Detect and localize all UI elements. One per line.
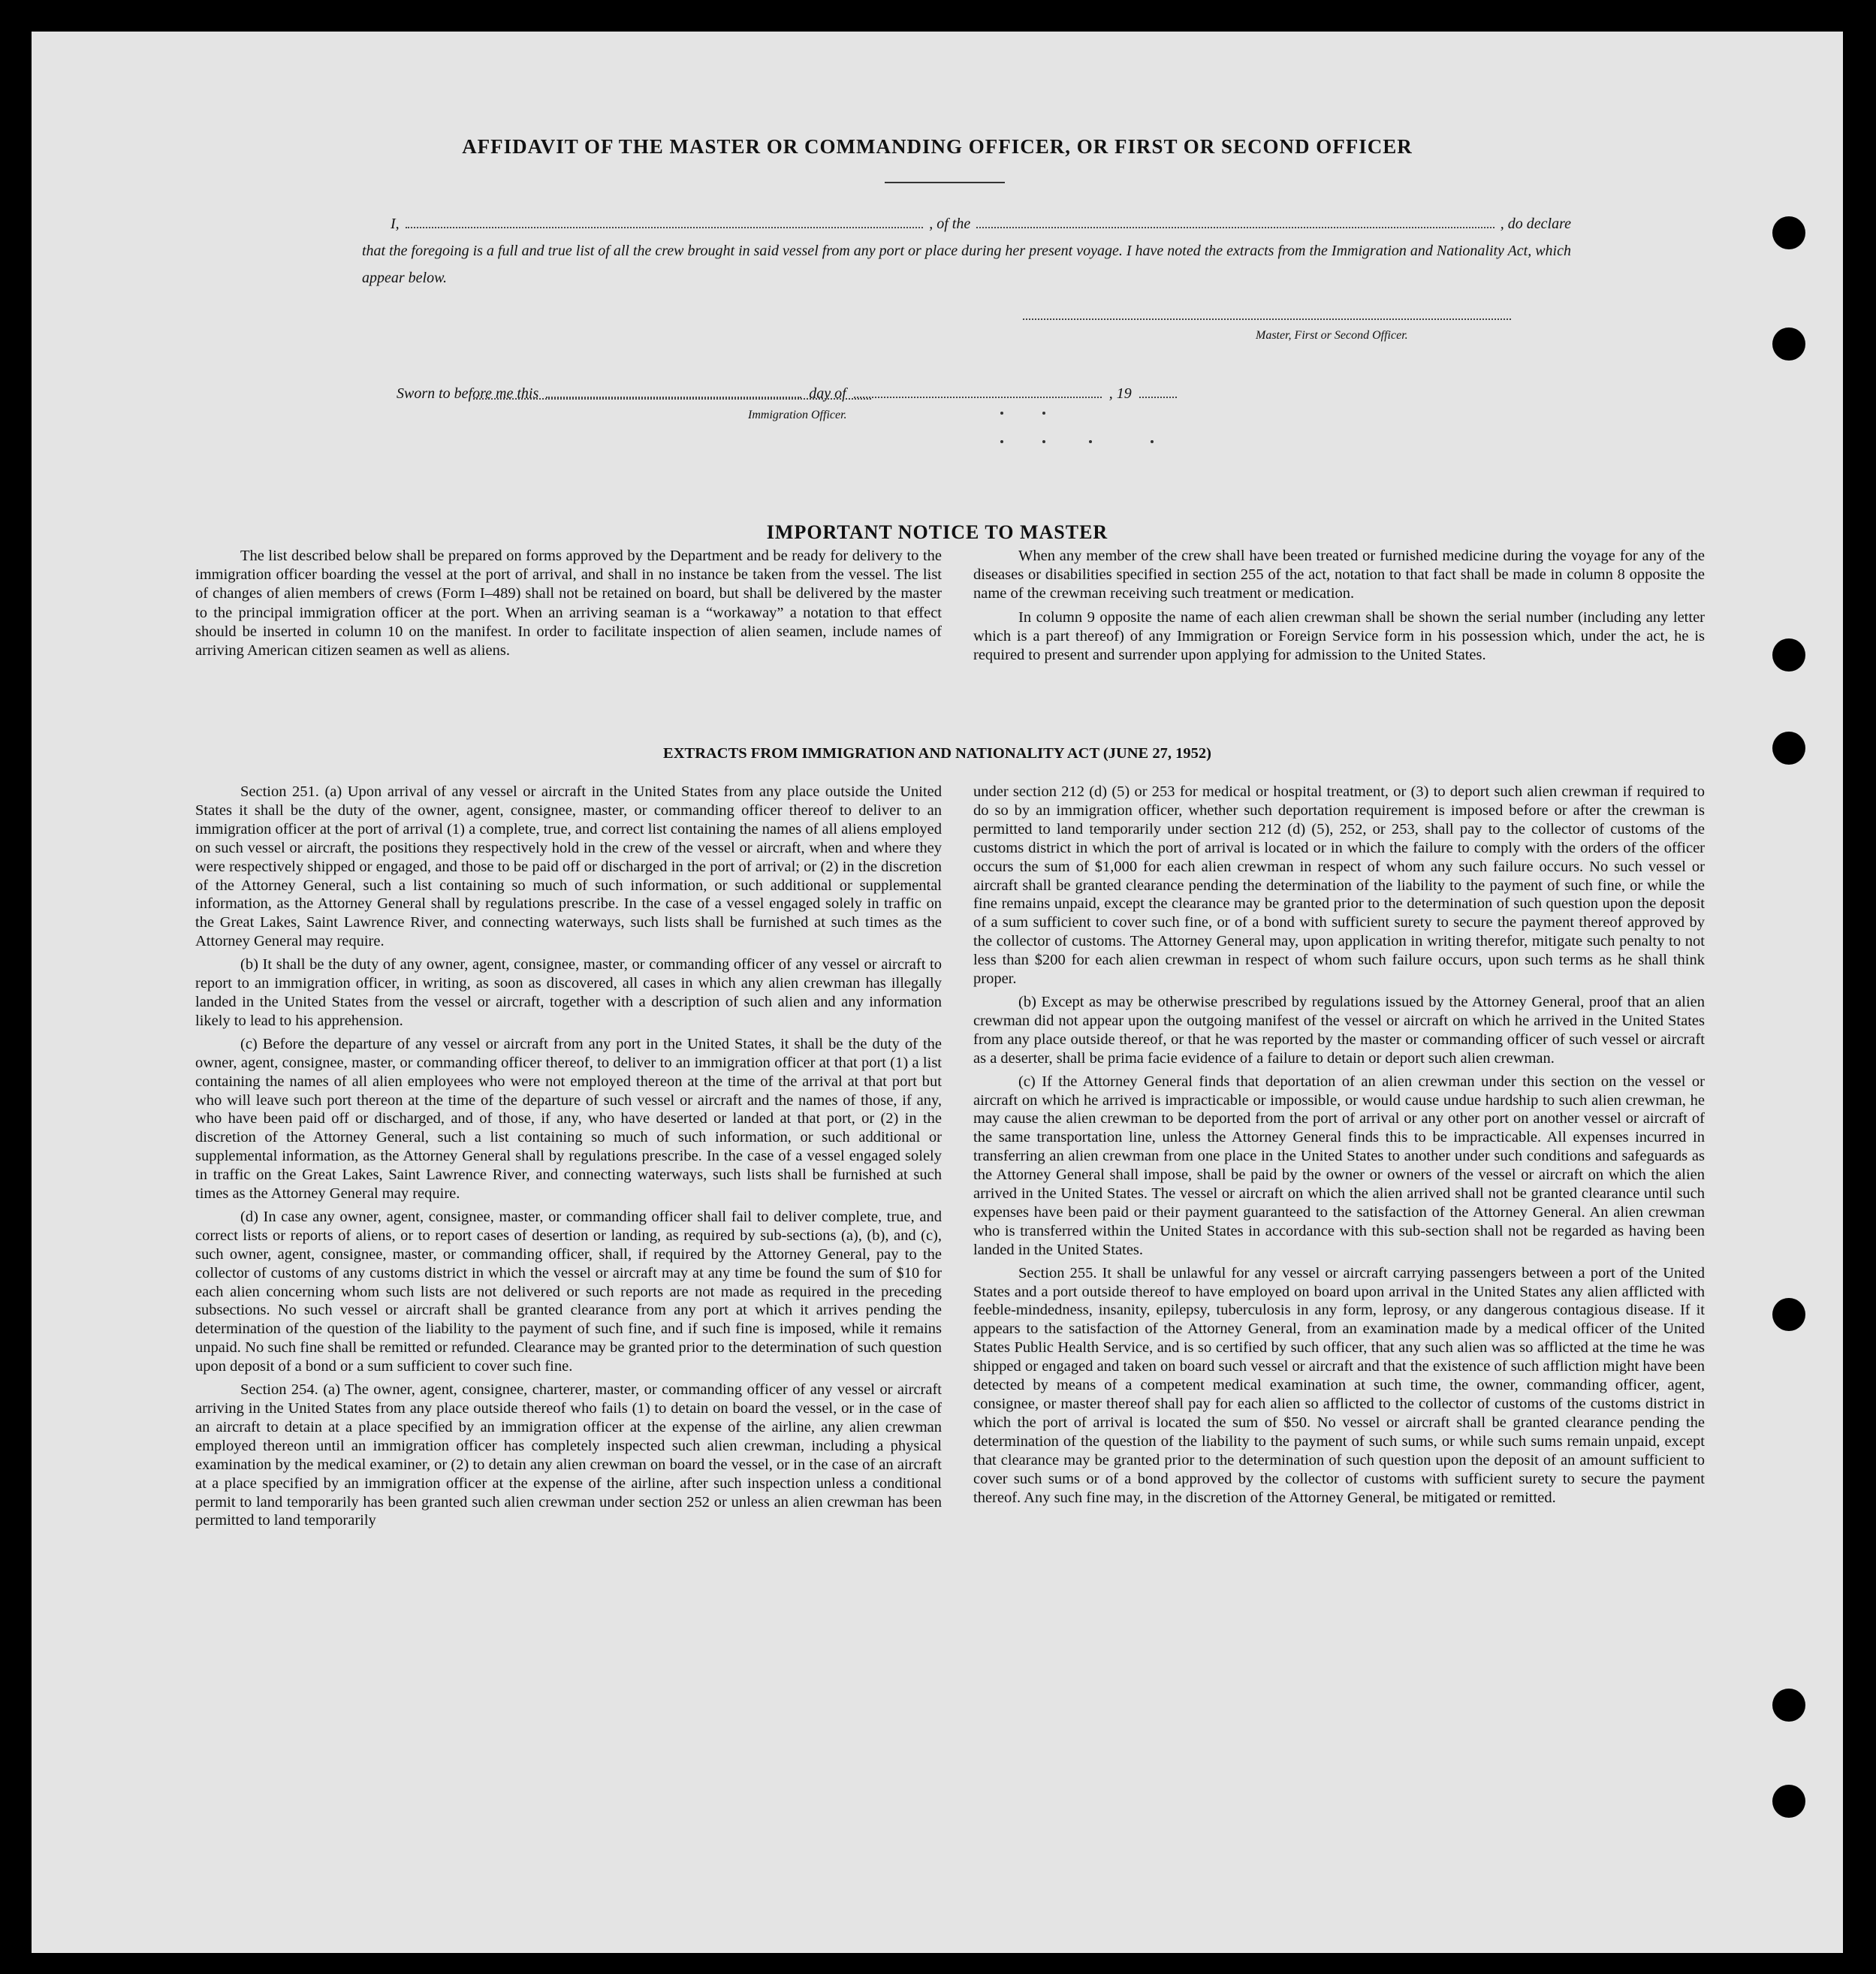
speck	[1151, 440, 1154, 443]
section-254-a-continued: under section 212 (d) (5) or 253 for medical or hospital treatment, or (3) to deport such alien crewman if required to do so by an immigration officer, whether such deportation requirement is imposed before or after the crewman is permitted to land temporarily under section 212 (d) (5), 252, or 253, shall pay to the collector of customs of the customs district in which the port of arrival is located or in which the failure to comply with the orders of the officer occurs the sum of $1,000 for each alien crewman in respect of whom any such failure occurs. No such vessel or aircraft shall be granted clearance pending the determination of the liability to the payment of such fine, or while the fine remains unpaid, except the clearance may be granted prior to the determination of such question upon the deposit of a sum sufficient to cover such fine, or of a bond with sufficient surety to secure the payment thereof approved by the collector of customs. The Attorney General may, upon application in writing therefor, mitigate such penalty to not less than $200 for each alien crewman in respect of whom such failure occurs, upon such terms as he shall think proper.	[973, 783, 1705, 988]
master-caption: Master, First or Second Officer.	[1256, 329, 1408, 342]
section-254-c: (c) If the Attorney General finds that deportation of an alien crewman under this section on the vessel or aircraft on which he arrived is impracticable or impossible, or would cause undue hardship to such alien crewman, he may cause the alien crewman to be deported from the port of arrival or any other port on another vessel or aircraft of the same transportation line, unless the Attorney General finds this to be impracticable. All expenses incurred in transferring an alien crewman from one place in the United States to another under such conditions and safeguards as the Attorney General shall impose, shall be paid by the owner or owners of the vessel or aircraft on which the alien arrived in the United States. The vessel or aircraft on which the alien arrived shall not be granted clearance until such expenses have been paid or their payment guaranteed to the satisfaction of the Attorney General. An alien crewman who is transferred within the United States in accordance with this sub-section shall not be regarded as having been landed in the United States.	[973, 1073, 1705, 1258]
vessel-field[interactable]	[976, 213, 1494, 228]
section-251-c: (c) Before the departure of any vessel or aircraft from any port in the United States, it shall be the duty of the owner, agent, consignee, master, or commanding officer thereof, to deliver to an immigration officer at that port (1) a list containing the names of all alien employees who were not employed thereon at the time of the arrival at that port but who will leave such port thereon at the time of the departure of such vessel or aircraft and the names of those, if any, who have been paid off or discharged, and of those, if any, who have deserted or landed at that port, or (2) in the discretion of the Attorney General, such a list containing so much of such information, or such additional or supplemental information, as the Attorney General shall by regulations prescribe. In the case of a vessel engaged solely in traffic on the Great Lakes, Saint Lawrence River, and connecting waterways, such lists shall be furnished at such times as the Attorney General may require.	[195, 1035, 942, 1203]
notice-left-paragraph: The list described below shall be prepared on forms approved by the Department and be ready for delivery to the immigration officer boarding the vessel at the port of arrival, and shall in no instance be taken from the vessel. The list of changes of alien members of crews (Form I–489) shall not be retained on board, but shall be delivered by the master to the principal immigration officer at the port. When an arriving seaman is a “workaway” a notation to that effect should be inserted in column 10 on the manifest. In order to facilitate inspection of alien seamen, include names of arriving American citizen seamen as well as aliens.	[195, 548, 942, 660]
notice-right-paragraph-1: When any member of the crew shall have been treated or furnished medicine during the voyage for any of the diseases or disabilities specified in section 255 of the act, notation to that fact shall be made in column 8 opposite the name of the crewman receiving such treatment or medication.	[973, 548, 1705, 602]
binder-hole	[1772, 1689, 1805, 1722]
binder-hole	[1772, 327, 1805, 361]
speck	[1042, 440, 1045, 443]
section-251-d: (d) In case any owner, agent, consignee, master, or commanding officer shall fail to deliver complete, true, and correct lists or reports of aliens, or to report cases of desertion or landing, as required by sub-sections (a), (b), and (c), such owner, agent, consignee, master, or commanding officer, shall, if required by the Attorney General, pay to the collector of customs of any customs district in which the vessel or aircraft may at any time be found the sum of $10 for each alien concerning whom such lists are not delivered or such reports are not made as required in the preceding subsections. No such vessel or aircraft shall be granted clearance from any port at which it arrives pending the determination of the question of the liability to the payment of such fine, and if such fine is imposed, while it remains unpaid. No such fine shall be remitted or refunded. Clearance may be granted prior to the determination of such question upon deposit of a bond or a sum sufficient to cover such fine.	[195, 1208, 942, 1375]
speck	[1042, 412, 1045, 415]
decl-i-label: I,	[391, 216, 400, 232]
sworn-day-field[interactable]	[546, 383, 801, 398]
sworn-label: Sworn to before me this	[397, 385, 539, 402]
affidavit-title: AFFIDAVIT OF THE MASTER OR COMMANDING OFFICER, OR FIRST OR SECOND OFFICER	[462, 135, 1413, 158]
binder-hole	[1772, 1298, 1805, 1331]
speck	[1000, 412, 1003, 415]
notice-right-paragraph-2: In column 9 opposite the name of each alien crewman shall be shown the serial number (including any letter which is a part thereof) of any Immigration or Foreign Service form in his possession which, under the act, he is required to present and surrender upon applying for admission to the United States.	[973, 608, 1705, 664]
section-254-b: (b) Except as may be otherwise prescribed by regulations issued by the Attorney General, proof that an alien crewman did not appear upon the outgoing manifest of the vessel or aircraft on which he arrived in the United States from any place outside thereof, or that he was reported by the master or commanding officer of such vessel or aircraft as a deserter, shall be prima facie evidence of a failure to detain or deport such alien crewman.	[973, 993, 1705, 1067]
sworn-year-field[interactable]	[1139, 383, 1177, 398]
decl-of-the-label: , of the	[929, 216, 971, 232]
declaration-block	[362, 210, 1571, 291]
speck	[1089, 440, 1092, 443]
section-255: Section 255. It shall be unlawful for any vessel or aircraft carrying passengers between a port of the United States and a port outside thereof to have employed on board upon arrival in the United States any alien afflicted with feeble-mindedness, insanity, epilepsy, tuberculosis in any form, leprosy, or any dangerous contagious disease. If it appears to the satisfaction of the Attorney General, from an examination made by a medical officer of the United States Public Health Service, and is so certified by such officer, that any such alien was so afflicted at the time he was shipped or engaged and taken on board such vessel or aircraft and that the existence of such affliction might have been detected by means of a competent medical examination at such time, the owner, commanding officer, agent, consignee, or master thereof shall pay for each alien so afflicted to the collector of customs of the customs district in which the port of arrival is located the sum of $50. No vessel or aircraft shall be granted clearance pending the determination of the question of the liability to the payment of such sums, or while such sums remain unpaid, except that clearance may be granted prior to the determination of such question upon the deposit of an amount sufficient to cover such sums or of a bond approved by the collector of customs with sufficient surety to secure the payment thereof. Any such fine may, in the discretion of the Attorney General, be mitigated or remitted.	[973, 1264, 1705, 1506]
section-251-a: Section 251. (a) Upon arrival of any vessel or aircraft in the United States from any place outside the United States it shall be the duty of the owner, agent, consignee, master, or commanding officer thereof to deliver to an immigration officer at the port of arrival (1) a complete, true, and correct list containing the names of all aliens employed on such vessel or aircraft, the positions they respectively hold in the crew of the vessel or aircraft, when and where they were respectively shipped or engaged, and those to be paid off or discharged in the port of arrival; or (2) in the discretion of the Attorney General, such a list containing so much of such information, or such additional or supplemental information, as the Attorney General shall by regulations prescribe. In the case of a vessel engaged solely in traffic on the Great Lakes, Saint Lawrence River, and connecting waterways, such lists shall be furnished at such times as the Attorney General may require.	[195, 783, 942, 950]
section-251-b: (b) It shall be the duty of any owner, agent, consignee, master, or commanding officer of any vessel or aircraft to report to an immigration officer, in writing, as soon as discovered, all cases in which any alien crewman has illegally landed in the United States from the vessel or aircraft, together with a description of such alien and any information likely to lead to his apprehension.	[195, 956, 942, 1029]
decl-do-declare-label: , do declare	[1500, 216, 1571, 232]
document-page	[32, 32, 1843, 1953]
notice-title: IMPORTANT NOTICE TO MASTER	[766, 521, 1108, 543]
officer-caption: Immigration Officer.	[748, 409, 847, 421]
sworn-line	[397, 383, 1298, 403]
speck	[1000, 440, 1003, 443]
day-of-label: day of	[809, 385, 846, 402]
notice-left-column	[195, 547, 942, 665]
binder-hole	[1772, 638, 1805, 672]
name-field[interactable]	[406, 213, 924, 228]
title-divider	[885, 182, 1005, 183]
extracts-left-column	[195, 783, 942, 1535]
master-signature-field[interactable]	[1023, 318, 1511, 320]
extracts-right-column	[973, 783, 1705, 1511]
extracts-title: EXTRACTS FROM IMMIGRATION AND NATIONALITY ACT (JUNE 27, 1952)	[663, 745, 1211, 762]
notice-right-column	[973, 547, 1705, 669]
binder-hole	[1772, 216, 1805, 249]
year-prefix-label: , 19	[1108, 385, 1132, 402]
officer-signature-field[interactable]	[473, 398, 871, 400]
binder-hole	[1772, 1785, 1805, 1818]
section-254-a: Section 254. (a) The owner, agent, consignee, charterer, master, or commanding officer of any vessel or aircraft arriving in the United States from any place outside thereof who fails (1) to detain on board the vessel, or in the case of an aircraft to detain at a place specified by an immigration officer at the expense of the airline, any alien crewman employed thereon until an immigration officer has completely inspected such alien crewman, including a physical examination by the medical examiner, or (2) to detain any alien crewman on board the vessel, or in the case of an aircraft at a place specified by an immigration officer at the expense of the airline, after such inspection unless a conditional permit to land temporarily has been granted such alien crewman under section 252 or unless an alien crewman has been permitted to land temporarily	[195, 1381, 942, 1529]
sworn-month-field[interactable]	[854, 383, 1102, 398]
declaration-text: that the foregoing is a full and true list of all the crew brought in said vessel from any port or place during her present voyage. I have noted the extracts from the Immigration and Nationality Act, which appear below.	[362, 243, 1571, 286]
